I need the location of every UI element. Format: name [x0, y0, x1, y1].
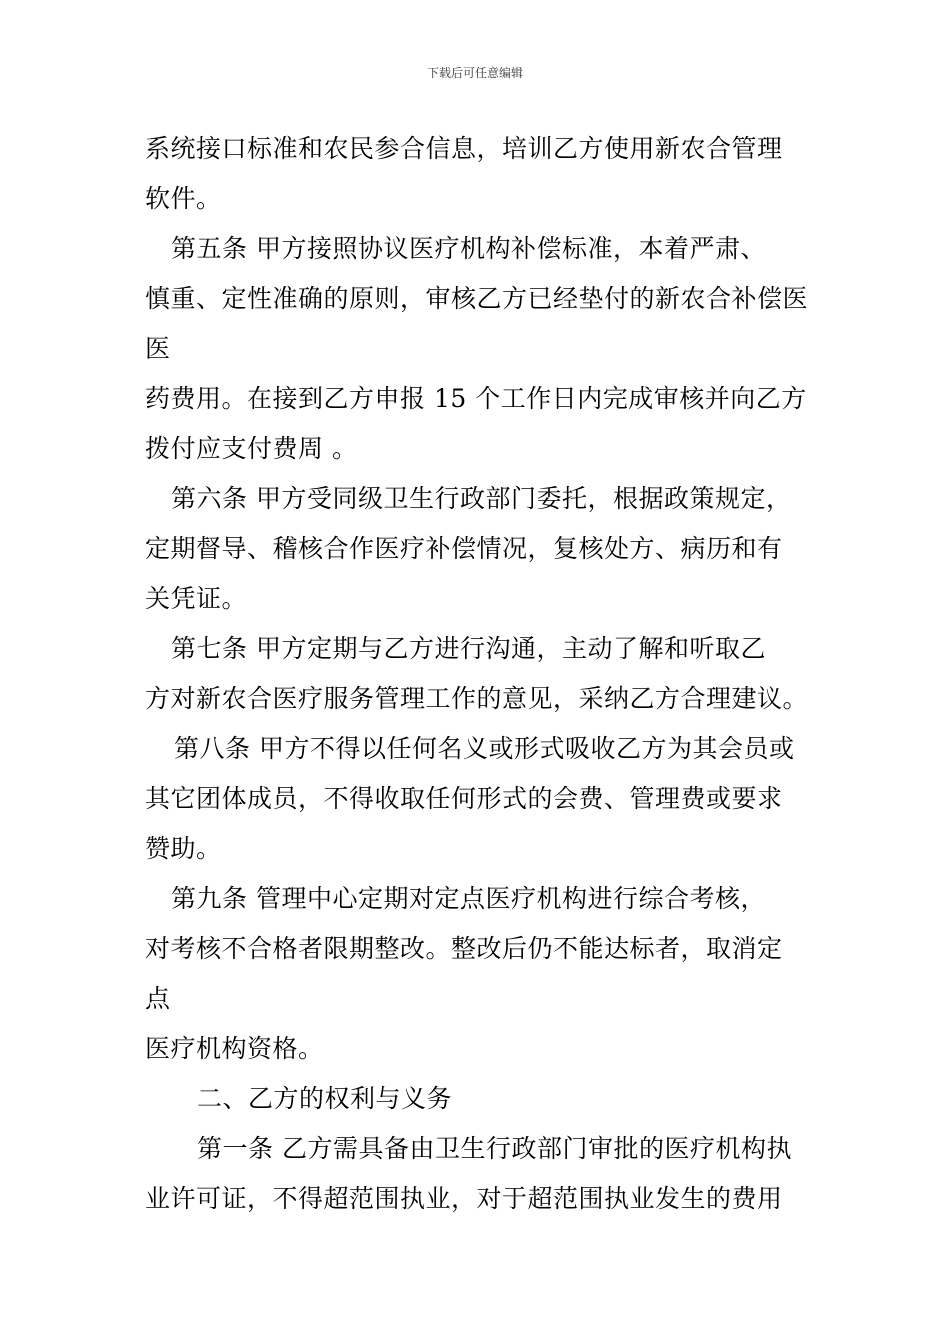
text-line: 点 [145, 984, 171, 1013]
text-line: 对考核不合格者限期整改。整改后仍不能达标者，取消定 [145, 934, 783, 963]
article-8-heading-line: 第八条 甲方不得以任何名义或形式吸收乙方为其会员或 [174, 734, 795, 763]
text-line: 药费用。在接到乙方申报 15 个工作日内完成审核并向乙方 [145, 384, 807, 413]
article-9-heading-line: 第九条 管理中心定期对定点医疗机构进行综合考核， [171, 884, 766, 913]
text-line: 定期督导、稽核合作医疗补偿情况，复核处方、病历和有 [145, 534, 783, 563]
text-line: 慎重、定性准确的原则，审核乙方已经垫付的新农合补偿医 [145, 284, 809, 313]
article-7-heading-line: 第七条 甲方定期与乙方进行沟通，主动了解和听取乙 [171, 634, 766, 663]
document-body [145, 124, 815, 1224]
text-line: 医疗机构资格。 [145, 1034, 324, 1063]
text-line: 拨付应支付费周 。 [145, 434, 358, 463]
section-heading: 二、乙方的权利与义务 [197, 1084, 453, 1113]
article-1-heading-line: 第一条 乙方需具备由卫生行政部门审批的医疗机构执 [197, 1134, 792, 1163]
article-6-heading-line: 第六条 甲方受同级卫生行政部门委托，根据政策规定， [171, 484, 792, 513]
text-line: 医 [145, 334, 171, 363]
text-line: 其它团体成员，不得收取任何形式的会费、管理费或要求 [145, 784, 783, 813]
article-5-heading-line: 第五条 甲方接照协议医疗机构补偿标准，本着严肃、 [171, 234, 766, 263]
text-line: 关凭证。 [145, 584, 248, 613]
text-line: 业许可证，不得超范围执业，对于超范围执业发生的费用 [145, 1184, 783, 1213]
text-line: 系统接口标准和农民参合信息，培训乙方使用新农合管理 [145, 134, 783, 163]
text-line: 方对新农合医疗服务管理工作的意见，采纳乙方合理建议。 [145, 684, 809, 713]
text-line: 软件。 [145, 184, 222, 213]
page-header: 下载后可任意编辑 [426, 66, 523, 80]
text-line: 赞助。 [145, 834, 222, 863]
